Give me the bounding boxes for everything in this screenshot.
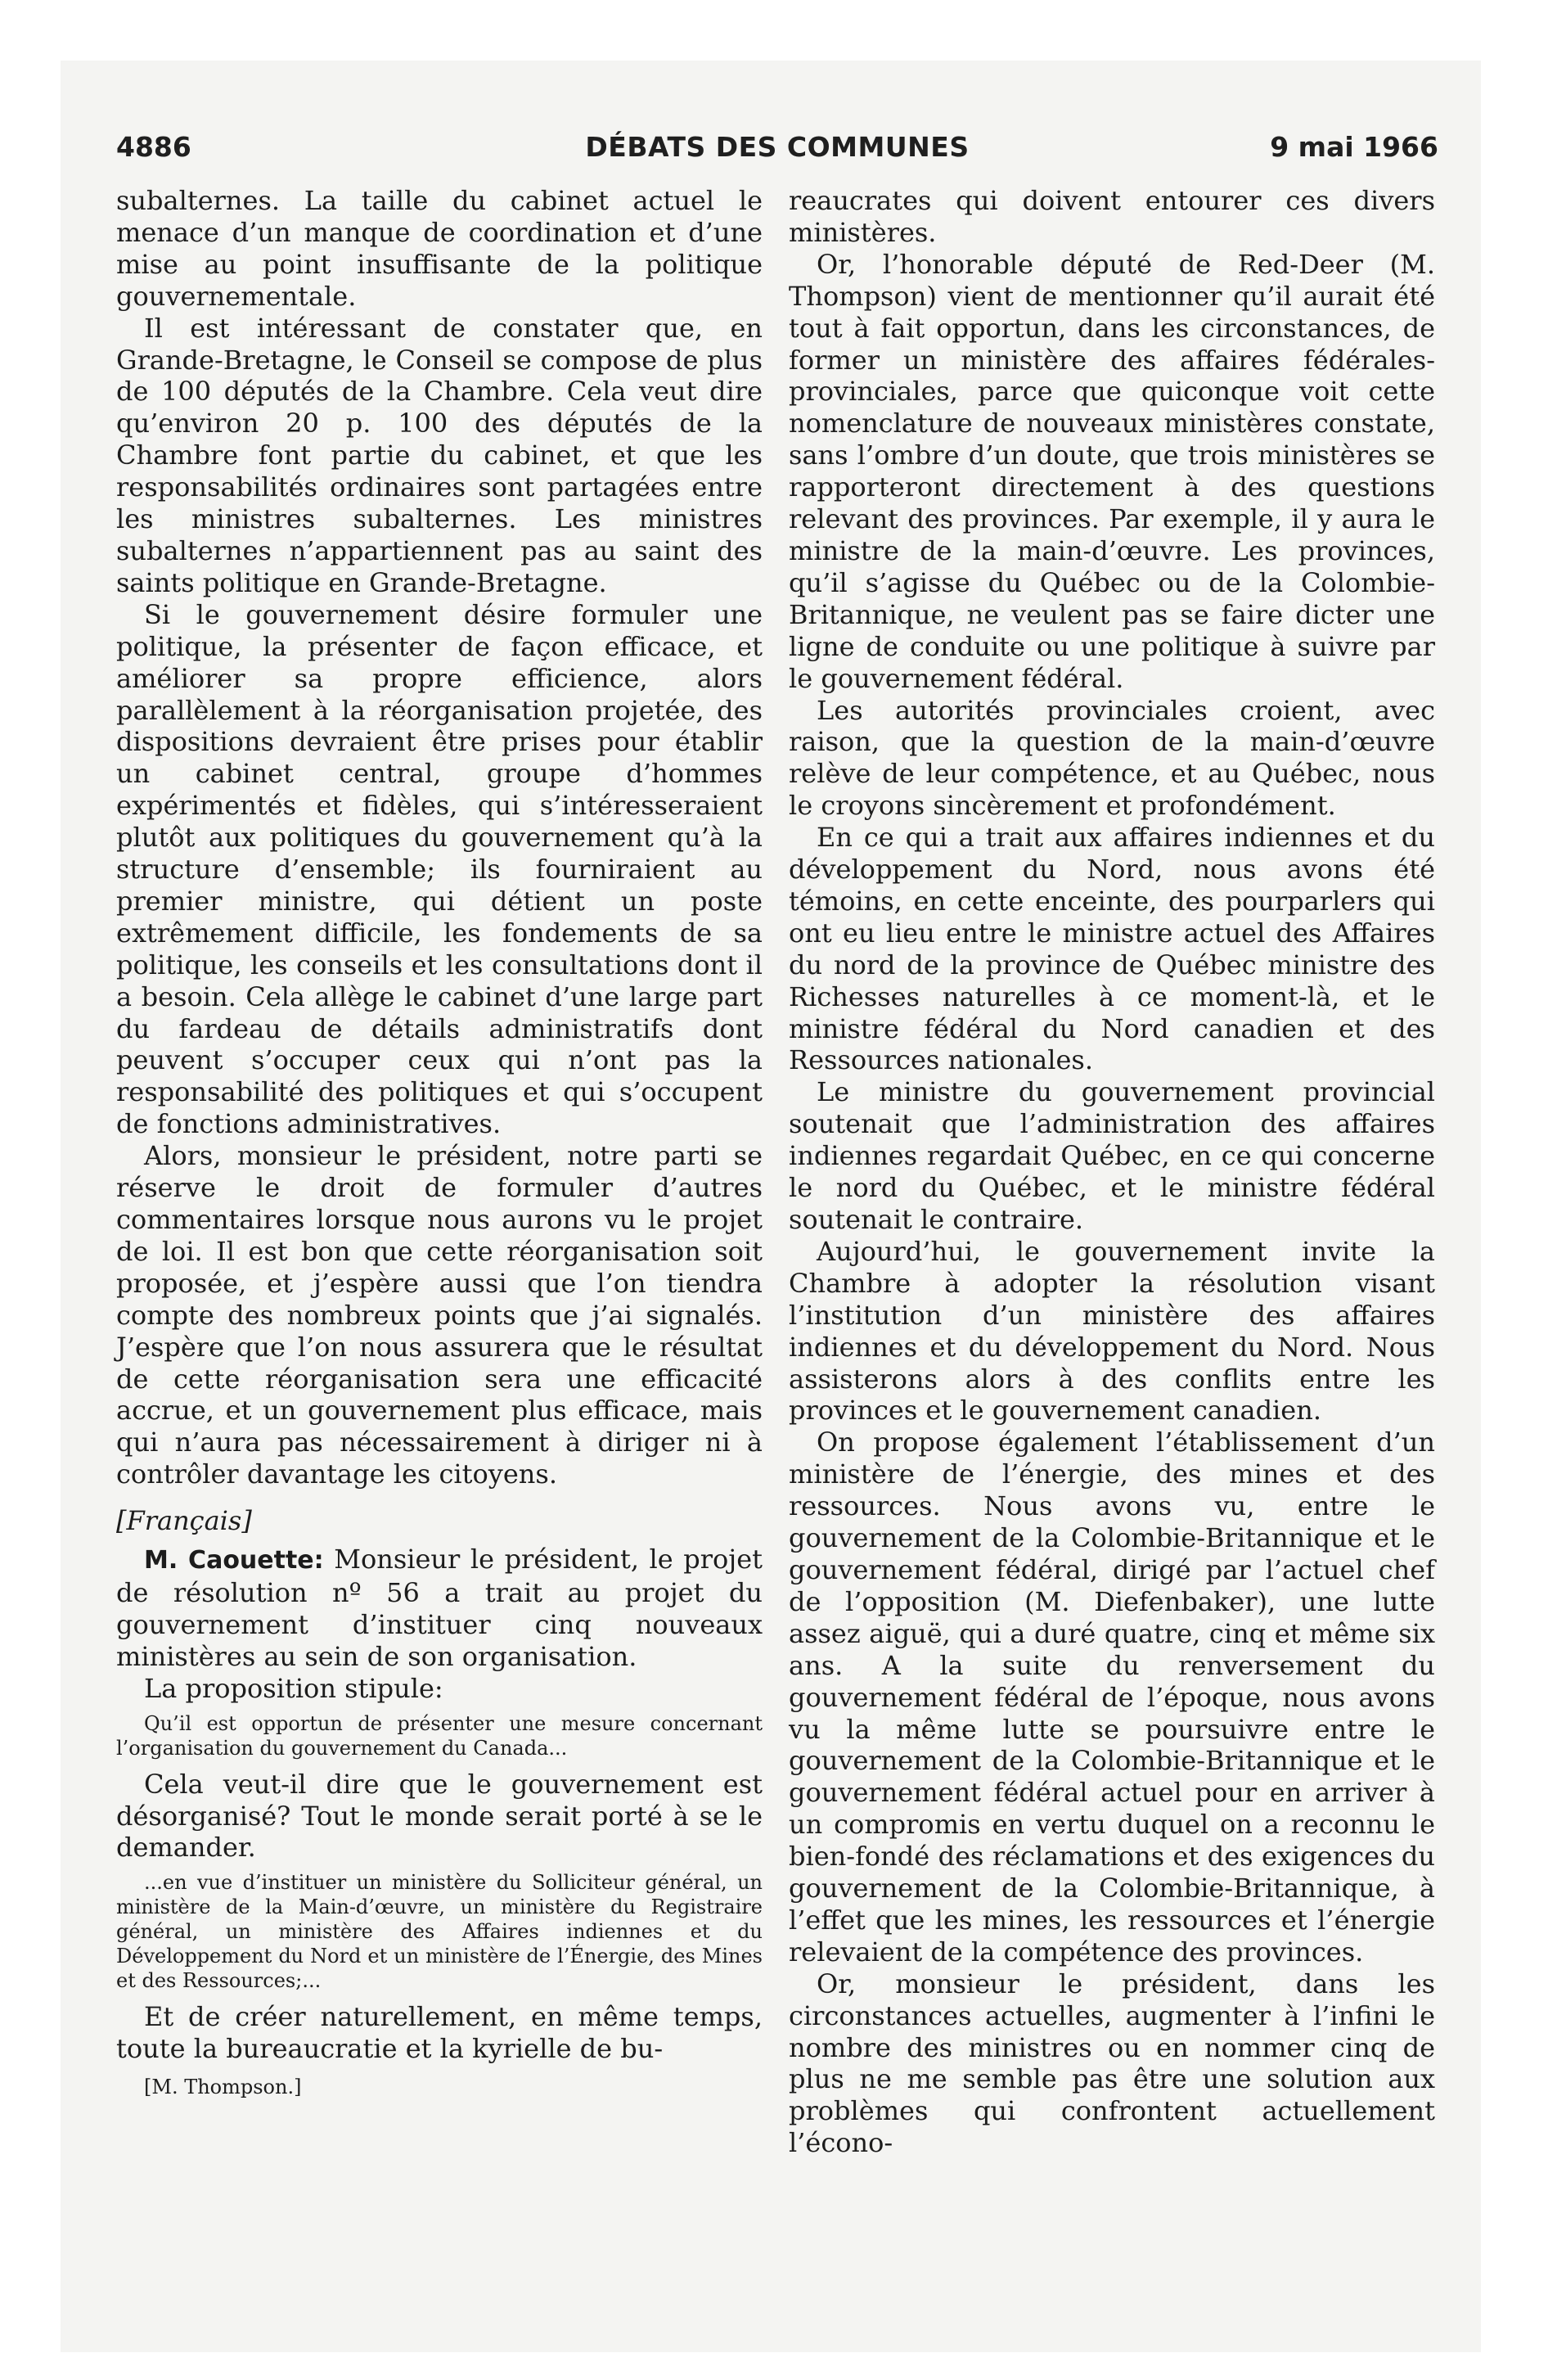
paragraph: On propose également l’établissement d’un ministère de l’énergie, des mines et des ressources. Nous avons vu, entre le gouvernement de la Colombie-Britannique et le gouvernement fédéral, dirigé par l’actuel chef de l’opposition (M. Diefenbaker), une lutte assez aiguë, qui a duré quatre, cinq et même six ans. A la suite du renversement du gouvernement fédéral de l’époque, nous avons vu la même lutte se poursuivre entre le gouvernement de la Colombie-Britannique et le gouvernement fédéral actuel pour en arriver à un compromis en vertu duquel on a reconnu le bien-fondé des réclamations et des exigences du gouvernement de la Colombie-Britannique, à l’effet que les mines, les ressources et l’énergie relevaient de la compétence des provinces.	[789, 1427, 1435, 1968]
speech-text: Monsieur le président, le projet de résolution nº 56 a trait au projet du gouvernement d’instituer cinq nouveaux ministères au sein de son organisation.	[116, 1544, 763, 1672]
paragraph: Le ministre du gouvernement provincial soutenait que l’administration des affaires indiennes regardait Québec, en ce qui concerne le nord du Québec, et le ministre fédéral soutenait le contraire.	[789, 1076, 1435, 1235]
quoted-text: Qu’il est opportun de présenter une mesure concernant l’organisation du gouvernement du Canada...	[116, 1711, 763, 1760]
paragraph: Alors, monsieur le président, notre parti se réserve le droit de formuler d’autres commentaires lorsque nous aurons vu le projet de loi. Il est bon que cette réorganisation soit proposée, et j’espère aussi que l’on tiendra compte des nombreux points que j’ai signalés. J’espère que l’on nous assurera que le résultat de cette réorganisation sera une efficacité accrue, et un gouvernement plus efficace, mais qui n’aura pas nécessairement à diriger ni à contrôler davantage les citoyens.	[116, 1140, 763, 1490]
page-number: 4886	[116, 131, 191, 163]
page-date: 9 mai 1966	[1270, 131, 1438, 163]
journal-title: DÉBATS DES COMMUNES	[585, 131, 970, 163]
paragraph: Et de créer naturellement, en même temps, toute la bureaucratie et la kyrielle de bu-	[116, 2001, 763, 2065]
paragraph: Les autorités provinciales croient, avec raison, que la question de la main-d’œuvre relève de leur compétence, et au Québec, nous le croyons sincèrement et profondément.	[789, 694, 1435, 822]
paragraph: Aujourd’hui, le gouvernement invite la Chambre à adopter la résolution visant l’institution d’un ministère des affaires indiennes et du développement du Nord. Nous assisterons alors à des conflits entre les provinces et le gouvernement canadien.	[789, 1235, 1435, 1427]
page-header	[116, 131, 1438, 170]
paragraph: Il est intéressant de constater que, en Grande-Bretagne, le Conseil se compose de plus de 100 députés de la Chambre. Cela veut dire qu’environ 20 p. 100 des députés de la Chambre font partie du cabinet, et que les responsabilités ordinaires sont partagées entre les ministres subalternes. Les ministres subalternes n’appartiennent pas au saint des saints politique en Grande-Bretagne.	[116, 312, 763, 598]
right-column	[789, 185, 1435, 2159]
paragraph: La proposition stipule:	[144, 1672, 443, 1704]
paragraph: Or, l’honorable député de Red-Deer (M. Thompson) vient de mentionner qu’il aurait été tout à fait opportun, dans les circonstances, de former un ministère des affaires fédérales-provinciales, parce que quiconque voit cette nomenclature de nouveaux ministères constate, sans l’ombre d’un doute, que trois ministères se rapporteront directement à des questions relevant des provinces. Par exemple, il y aura le ministre de la main-d’œuvre. Les provinces, qu’il s’agisse du Québec ou de la Colombie-Britannique, ne veulent pas se faire dicter une ligne de conduite ou une politique à suivre par le gouvernement fédéral.	[789, 248, 1435, 694]
left-column	[116, 185, 763, 2099]
speaker-name: M. Caouette:	[144, 1546, 324, 1575]
paragraph: Cela veut-il dire que le gouvernement est désorganisé? Tout le monde serait porté à se le demander.	[116, 1768, 763, 1864]
language-marker: [Français]	[116, 1505, 252, 1537]
paragraph: Si le gouvernement désire formuler une politique, la présenter de façon efficace, et améliorer sa propre efficience, alors parallèlement à la réorganisation projetée, des dispositions devraient être prises pour établir un cabinet central, groupe d’hommes expérimentés et fidèles, qui s’intéresseraient plutôt aux politiques du gouvernement qu’à la structure d’ensemble; ils fourniraient au premier ministre, qui détient un poste extrêmement difficile, les fondements de sa politique, les conseils et les consultations dont il a besoin. Cela allège le cabinet d’une large part du fardeau de détails administratifs dont peuvent s’occuper ceux qui n’ont pas la responsabilité des politiques et qui s’occupent de fonctions administratives.	[116, 598, 763, 1140]
paragraph: Or, monsieur le président, dans les circonstances actuelles, augmenter à l’infini le nombre des ministres ou en nommer cinq de plus ne me semble pas être une solution aux problèmes qui confrontent actuellement l’écono-	[789, 1968, 1435, 2159]
document-page	[61, 61, 1481, 2352]
speaker-paragraph	[116, 1544, 763, 1673]
paragraph: En ce qui a trait aux affaires indiennes et du développement du Nord, nous avons été témoins, en cette enceinte, des pourparlers qui ont eu lieu entre le ministre actuel des Affaires du nord de la province de Québec ministre des Richesses naturelles à ce moment-là, et le ministre fédéral du Nord canadien et des Ressources nationales.	[789, 822, 1435, 1076]
paragraph: reaucrates qui doivent entourer ces divers ministères.	[789, 185, 1435, 248]
quoted-text: ...en vue d’instituer un ministère du Solliciteur général, un ministère de la Main-d’œuvre, un ministère du Registraire général, un ministère des Affaires indiennes et du Développement du Nord et un ministère de l’Énergie, des Mines et des Ressources;...	[116, 1871, 763, 1993]
footer-attribution: [M. Thompson.]	[144, 2076, 302, 2099]
paragraph: subalternes. La taille du cabinet actuel le menace d’un manque de coordination et d’une mise au point insuffisante de la politique gouvernementale.	[116, 185, 763, 312]
